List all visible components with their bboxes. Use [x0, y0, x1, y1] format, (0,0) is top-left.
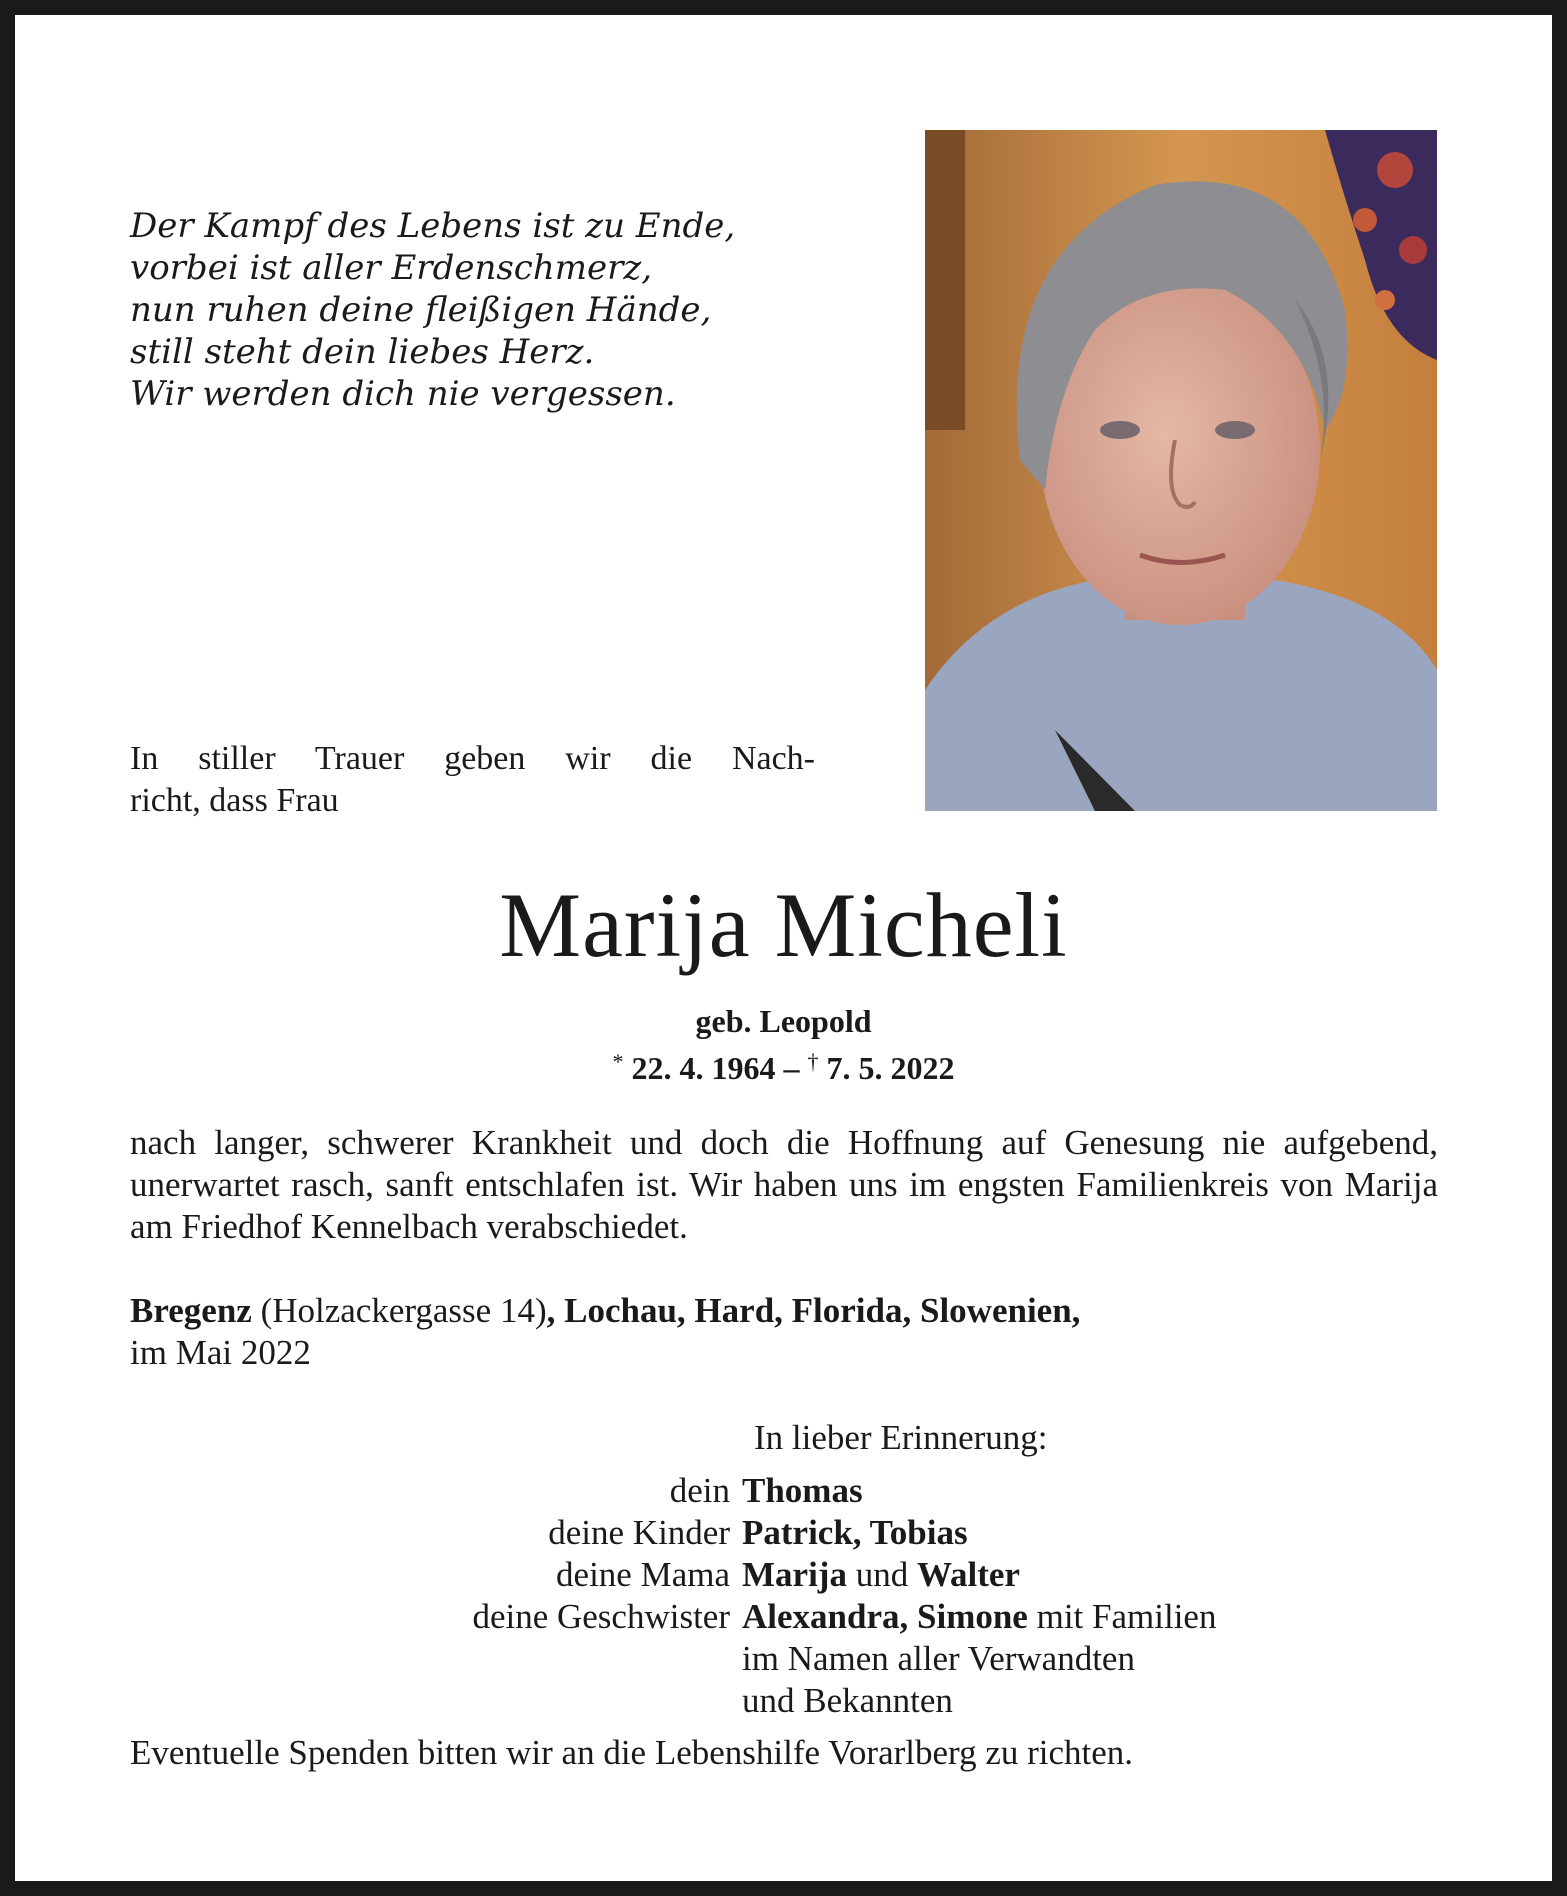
death-symbol: † — [807, 1049, 819, 1074]
relation-label: deine Geschwister — [472, 1597, 730, 1636]
intro-line-1: In stiller Trauer geben wir die Nach- — [130, 740, 815, 777]
relative-row — [130, 1512, 1450, 1554]
poem-line: nun ruhen deine fleißigen Hände, — [130, 290, 712, 330]
birth-symbol: * — [612, 1049, 624, 1074]
poem-line: still steht dein liebes Herz. — [130, 332, 595, 372]
intro-line-2: richt, dass Frau — [130, 782, 339, 819]
relative-name: Patrick, Tobias — [742, 1513, 968, 1552]
relation-label: deine Kinder — [548, 1513, 730, 1552]
announcement-date: im Mai 2022 — [130, 1333, 311, 1372]
place-address: (Holzackergasse 14) — [251, 1291, 547, 1330]
place-others: , Lochau, Hard, Florida, Slowenien, — [546, 1291, 1081, 1330]
birth-date: 22. 4. 1964 — [631, 1050, 776, 1086]
relation-label: dein — [669, 1471, 730, 1510]
relative-name: Walter — [916, 1555, 1020, 1594]
relative-suffix: mit Familien — [1027, 1597, 1217, 1636]
relative-name: Marija — [742, 1555, 847, 1594]
death-date: 7. 5. 2022 — [826, 1050, 955, 1086]
deceased-name: Marija Micheli — [499, 874, 1068, 976]
poem-line: Wir werden dich nie vergessen. — [130, 374, 676, 414]
memory-heading: In lieber Erinnerung: — [754, 1418, 1048, 1457]
relative-conjunction: und — [846, 1555, 917, 1594]
intro-text — [130, 738, 815, 822]
relatives-extra: und Bekannten — [742, 1681, 953, 1720]
announcement-text: nach langer, schwerer Krankheit und doch die Hoffnung auf Genesung nie aufgebend, unerwartet rasch, sanft entschlafen ist. Wir haben uns im engsten Familienkreis von Marija am Friedhof Kennelbach verabschiedet. — [130, 1123, 1438, 1246]
relative-name: Thomas — [742, 1471, 863, 1510]
date-separator: – — [783, 1050, 800, 1086]
relative-row — [130, 1470, 1450, 1512]
life-dates — [0, 1041, 1567, 1089]
relative-name: Alexandra, Simone — [742, 1597, 1028, 1636]
poem-line: vorbei ist aller Erdenschmerz, — [130, 248, 653, 288]
poem — [130, 205, 735, 415]
relative-row — [130, 1680, 1450, 1722]
relation-label: deine Mama — [556, 1555, 730, 1594]
birth-name: geb. Leopold — [695, 1003, 872, 1039]
place-city: Bregenz — [130, 1291, 252, 1330]
donation-note: Eventuelle Spenden bitten wir an die Lebenshilfe Vorarlberg zu richten. — [130, 1733, 1134, 1772]
relatives-list — [130, 1470, 1450, 1722]
places-and-date — [130, 1290, 1450, 1374]
poem-line: Der Kampf des Lebens ist zu Ende, — [130, 206, 736, 246]
relative-row — [130, 1554, 1450, 1596]
relative-row — [130, 1596, 1450, 1638]
portrait-photo — [925, 130, 1437, 811]
relative-row — [130, 1638, 1450, 1680]
relatives-extra: im Namen aller Verwandten — [742, 1639, 1135, 1678]
